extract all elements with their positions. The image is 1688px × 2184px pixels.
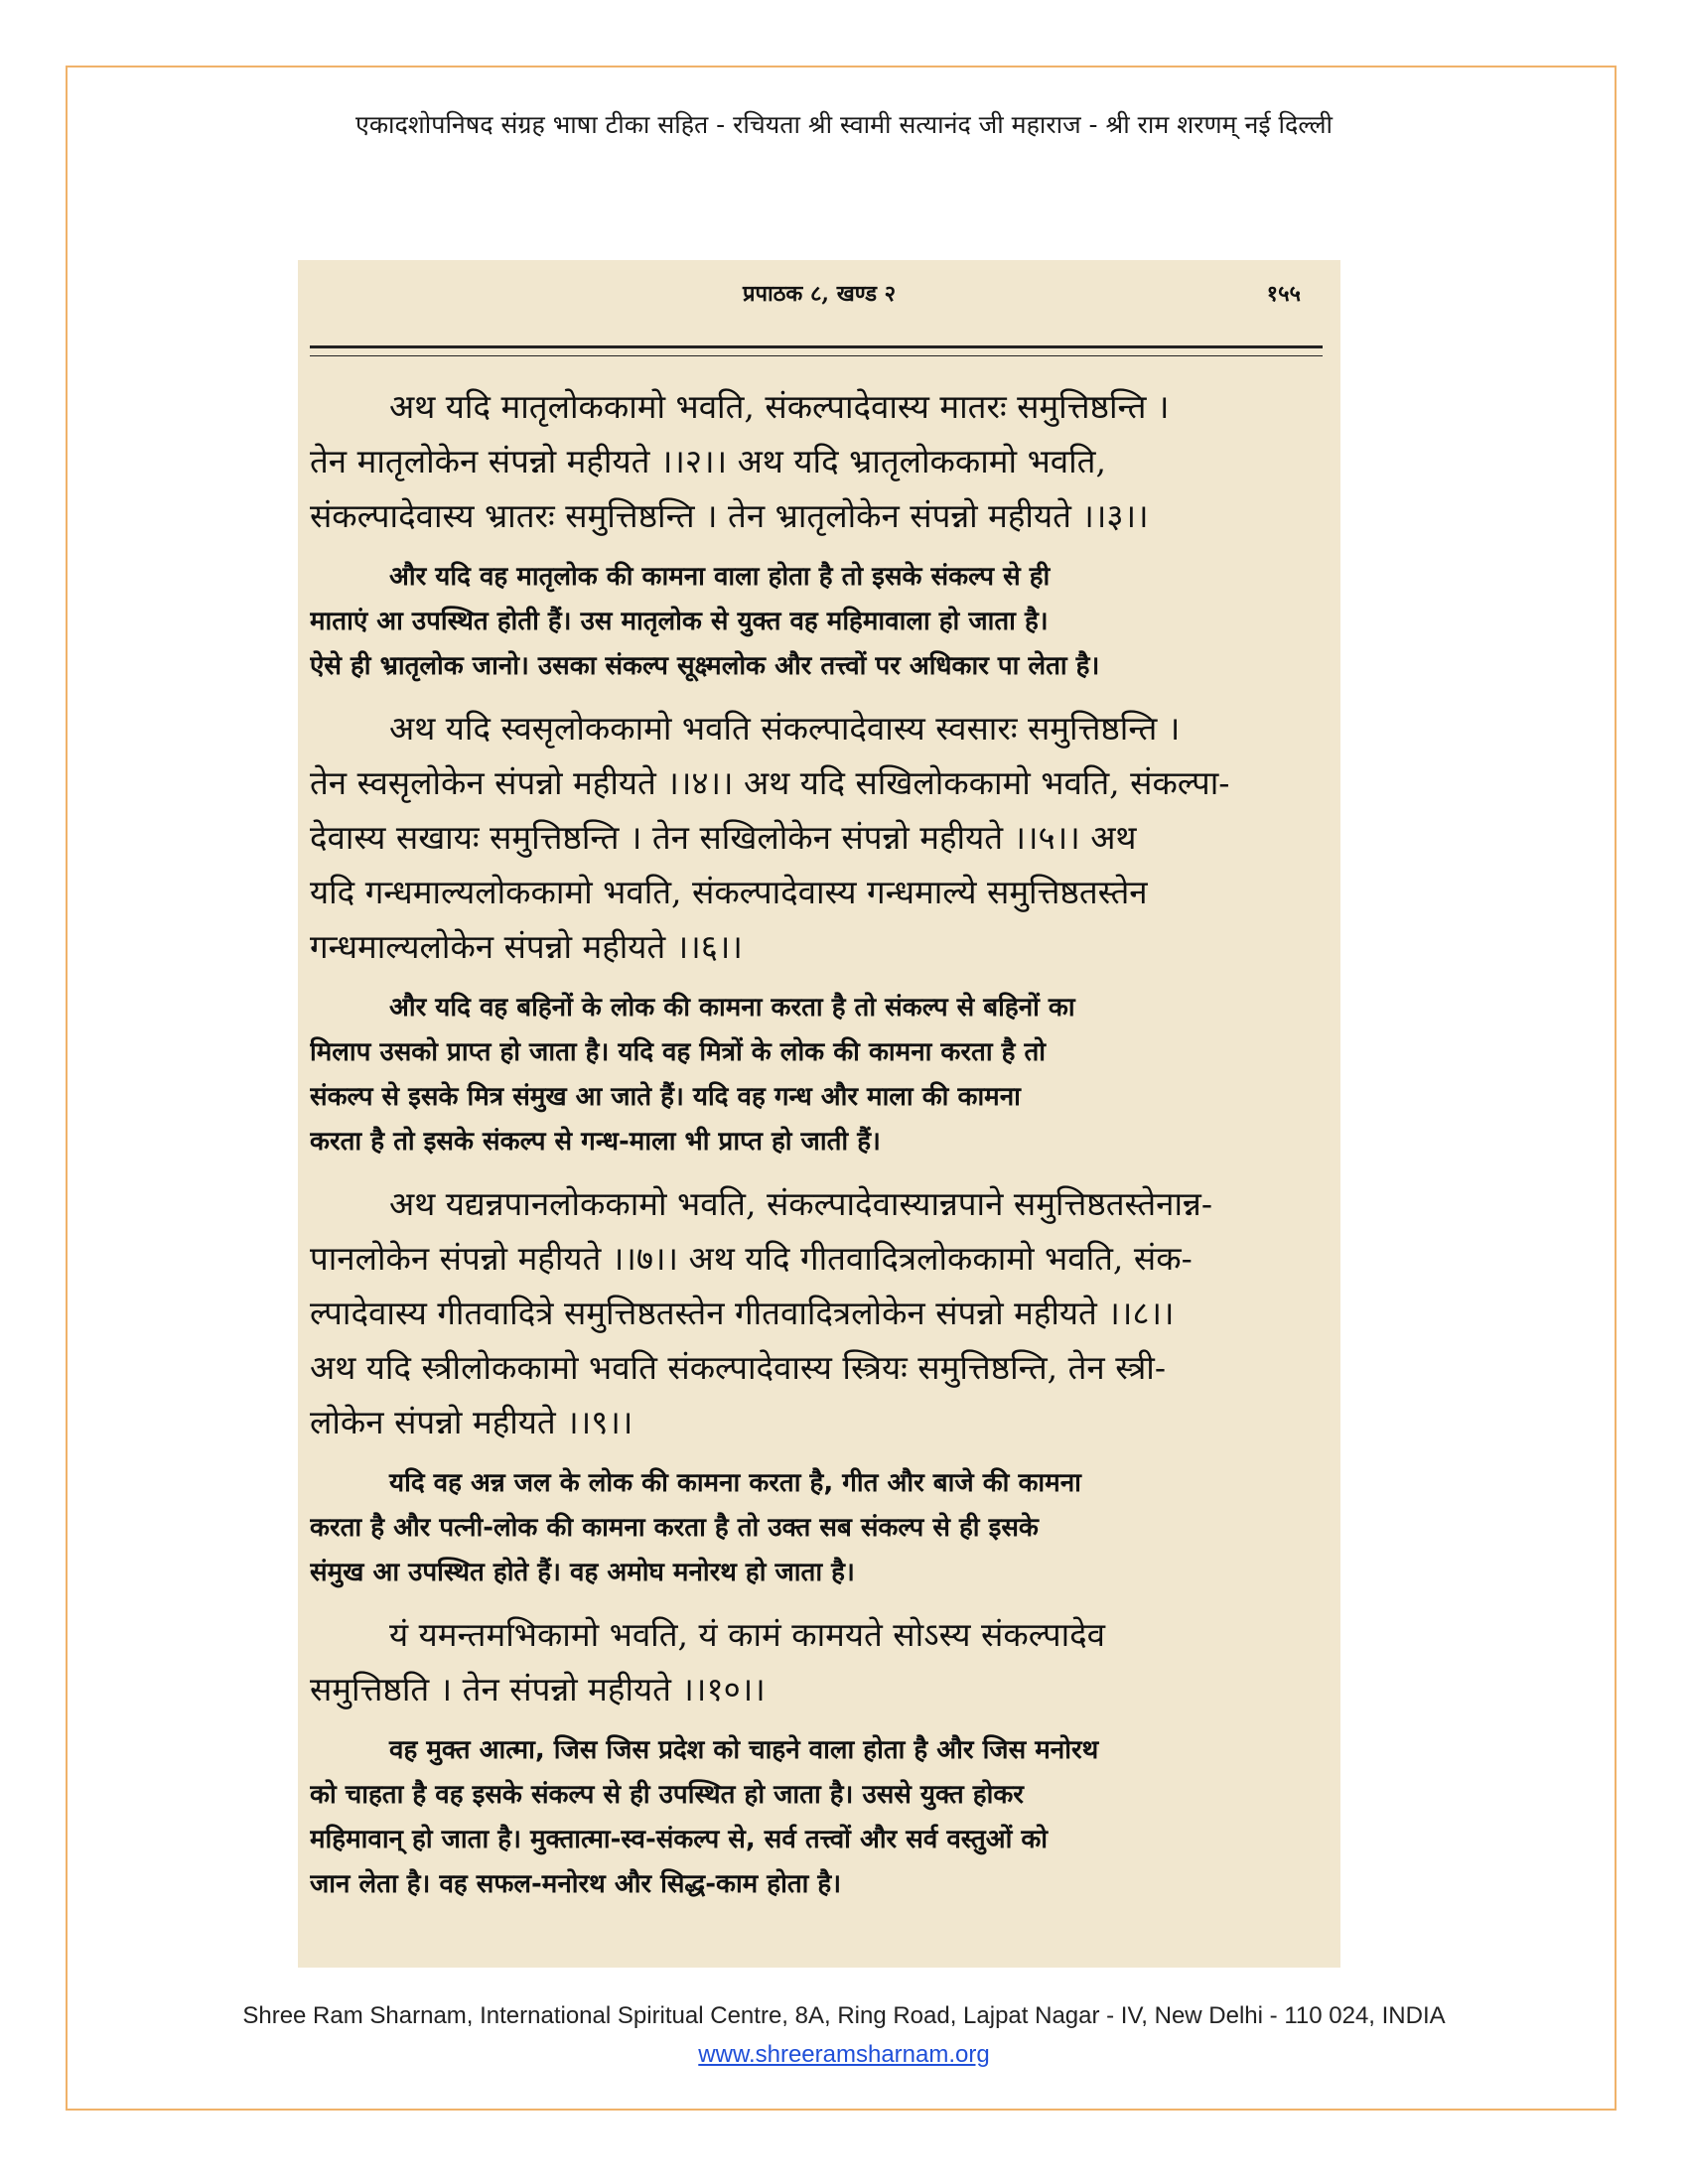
hindi-commentary-block (310, 1461, 1316, 1595)
commentary-line: यदि वह अन्न जल के लोक की कामना करता है, गीत और बाजे की कामना (389, 1468, 1081, 1498)
verse-line: देवास्य सखायः समुत्तिष्ठन्ति । तेन सखिलोकेन संपन्नो महीयते ।।५।। अथ (310, 818, 1137, 857)
verse-line: संकल्पादेवास्य भ्रातरः समुत्तिष्ठन्ति । तेन भ्रातृलोकेन संपन्नो महीयते ।।३।। (310, 496, 1149, 535)
verse-line: अथ यदि मातृलोककामो भवति, संकल्पादेवास्य मातरः समुत्तिष्ठन्ति । (389, 387, 1170, 426)
website-link[interactable]: www.shreeramsharnam.org (698, 2041, 990, 2068)
running-title: प्रपाठक ८, खण्ड २ (742, 281, 897, 307)
hindi-commentary-block (310, 1728, 1316, 1907)
hindi-commentary-block (310, 986, 1316, 1164)
commentary-line: मिलाप उसको प्राप्त हो जाता है। यदि वह मित्रों के लोक की कामना करता है तो (310, 1037, 1047, 1067)
sanskrit-verse-block (310, 701, 1316, 974)
verse-line: यदि गन्धमाल्यलोककामो भवति, संकल्पादेवास्य गन्धमाल्ये समुत्तिष्ठतस्तेन (310, 873, 1148, 911)
commentary-line: करता है और पत्नी-लोक की कामना करता है तो उक्त सब संकल्प से ही इसके (310, 1513, 1039, 1543)
verse-line: यं यमन्तमभिकामो भवति, यं कामं कामयते सोऽस्य संकल्पादेव (389, 1615, 1106, 1654)
verse-line: तेन मातृलोकेन संपन्नो महीयते ।।२।। अथ यदि भ्रातृलोककामो भवति, (310, 442, 1106, 480)
verse-line: अथ यदि स्वसृलोककामो भवति संकल्पादेवास्य स्वसारः समुत्तिष्ठन्ति । (389, 709, 1181, 748)
running-head (298, 278, 1340, 314)
commentary-line: संकल्प से इसके मित्र संमुख आ जाते हैं। यदि वह गन्ध और माला की कामना (310, 1082, 1021, 1112)
commentary-line: को चाहता है वह इसके संकल्प से ही उपस्थित हो जाता है। उससे युक्त होकर (310, 1780, 1024, 1810)
commentary-line: करता है तो इसके संकल्प से गन्ध-माला भी प्राप्त हो जाती हैं। (310, 1127, 881, 1157)
verse-line: गन्धमाल्यलोकेन संपन्नो महीयते ।।६।। (310, 927, 743, 966)
sanskrit-verse-block (310, 1607, 1316, 1716)
verse-line: ल्पादेवास्य गीतवादित्रे समुत्तिष्ठतस्तेन गीतवादित्रलोकेन संपन्नो महीयते ।।८।। (310, 1294, 1175, 1332)
page-content (310, 379, 1316, 1919)
verse-line: पानलोकेन संपन्नो महीयते ।।७।। अथ यदि गीतवादित्रलोककामो भवति, संक- (310, 1239, 1193, 1278)
sanskrit-verse-block (310, 1176, 1316, 1449)
page-number: १५५ (1266, 281, 1301, 307)
verse-line: अथ यद्यन्नपानलोककामो भवति, संकल्पादेवास्यान्नपाने समुत्तिष्ठतस्तेनान्न- (389, 1184, 1213, 1223)
commentary-line: और यदि वह बहिनों के लोक की कामना करता है तो संकल्प से बहिनों का (389, 993, 1075, 1023)
commentary-line: और यदि वह मातृलोक की कामना वाला होता है तो इसके संकल्प से ही (389, 562, 1051, 592)
verse-line: लोकेन संपन्नो महीयते ।।९।। (310, 1403, 633, 1441)
header-rule-thick (310, 345, 1323, 348)
verse-line: तेन स्वसृलोकेन संपन्नो महीयते ।।४।। अथ यदि सखिलोककामो भवति, संकल्पा- (310, 763, 1230, 802)
hindi-commentary-block (310, 555, 1316, 689)
page-header: एकादशोपनिषद संग्रह भाषा टीका सहित - रचियता श्री स्वामी सत्यानंद जी महाराज - श्री राम शरणम् नई दिल्ली (355, 110, 1333, 139)
verse-line: अथ यदि स्त्रीलोककामो भवति संकल्पादेवास्य स्त्रियः समुत्तिष्ठन्ति, तेन स्त्री- (310, 1348, 1166, 1387)
footer-link-wrapper (0, 2041, 1688, 2069)
commentary-line: ऐसे ही भ्रातृलोक जानो। उसका संकल्प सूक्ष्मलोक और तत्त्वों पर अधिकार पा लेता है। (310, 651, 1100, 681)
header-rule-thin (310, 355, 1323, 356)
sanskrit-verse-block (310, 379, 1316, 543)
commentary-line: संमुख आ उपस्थित होते हैं। वह अमोघ मनोरथ हो जाता है। (310, 1558, 855, 1587)
commentary-line: जान लेता है। वह सफल-मनोरथ और सिद्ध-काम होता है। (310, 1869, 842, 1899)
footer-address: Shree Ram Sharnam, International Spiritual Centre, 8A, Ring Road, Lajpat Nagar - IV, New Delhi - 110 024, INDIA (242, 2002, 1446, 2029)
verse-line: समुत्तिष्ठति । तेन संपन्नो महीयते ।।१०।। (310, 1670, 766, 1708)
commentary-line: महिमावान् हो जाता है। मुक्तात्मा-स्व-संकल्प से, सर्व तत्त्वों और सर्व वस्तुओं को (310, 1825, 1049, 1854)
commentary-line: माताएं आ उपस्थित होती हैं। उस मातृलोक से युक्त वह महिमावाला हो जाता है। (310, 607, 1049, 636)
commentary-line: वह मुक्त आत्मा, जिस जिस प्रदेश को चाहने वाला होता है और जिस मनोरथ (389, 1735, 1099, 1765)
scanned-page (298, 260, 1340, 1968)
